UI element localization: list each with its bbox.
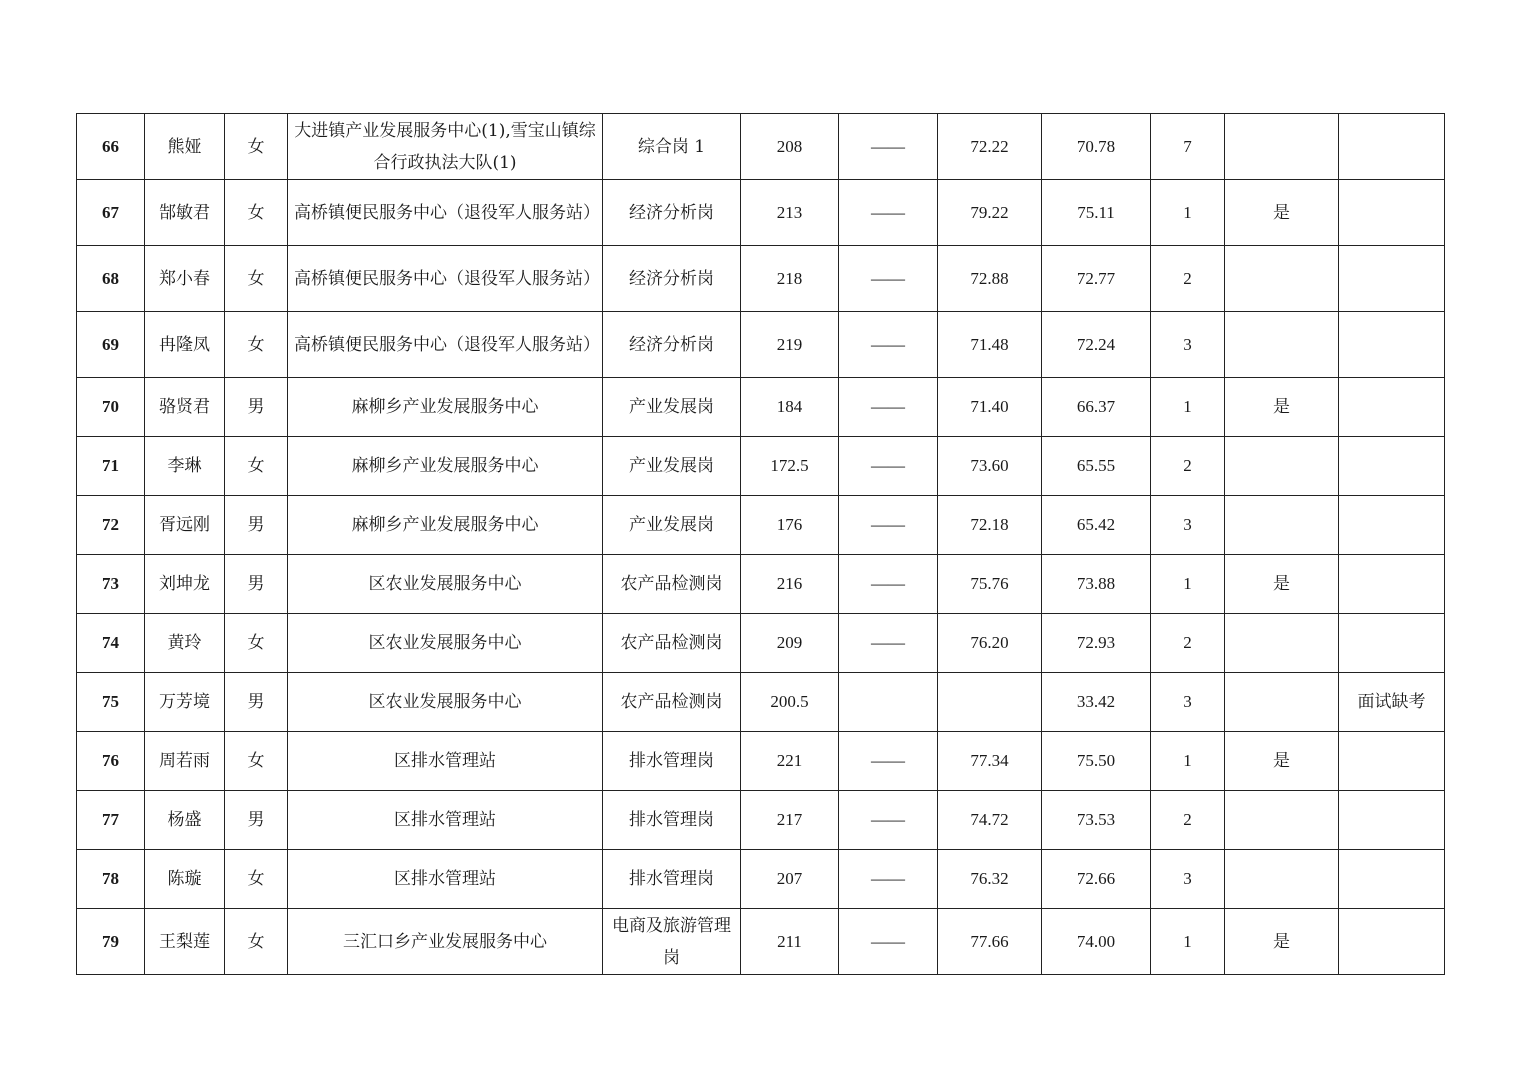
bonus-cell: ——: [839, 246, 938, 312]
interview-score: 77.66: [938, 909, 1042, 975]
row-number: 77: [77, 791, 145, 850]
unit-cell: 麻柳乡产业发展服务中心: [288, 496, 603, 555]
unit-cell: 区排水管理站: [288, 791, 603, 850]
physical-exam-cell: 是: [1225, 732, 1339, 791]
unit-cell: 麻柳乡产业发展服务中心: [288, 378, 603, 437]
rank-cell: 3: [1151, 496, 1225, 555]
remark-cell: [1339, 246, 1445, 312]
written-score: 221: [741, 732, 839, 791]
gender-cell: 女: [225, 312, 288, 378]
bonus-cell: ——: [839, 114, 938, 180]
unit-cell: 高桥镇便民服务中心（退役军人服务站）: [288, 180, 603, 246]
candidate-name: 郑小春: [145, 246, 225, 312]
table-row: [77, 496, 1445, 555]
row-number: 72: [77, 496, 145, 555]
rank-cell: 2: [1151, 614, 1225, 673]
row-number: 73: [77, 555, 145, 614]
results-table: [76, 113, 1445, 975]
post-cell: 经济分析岗: [603, 180, 741, 246]
interview-score: 73.60: [938, 437, 1042, 496]
post-cell: 农产品检测岗: [603, 614, 741, 673]
post-cell: 排水管理岗: [603, 850, 741, 909]
row-number: 68: [77, 246, 145, 312]
remark-cell: [1339, 496, 1445, 555]
rank-cell: 2: [1151, 246, 1225, 312]
unit-cell: 麻柳乡产业发展服务中心: [288, 437, 603, 496]
physical-exam-cell: [1225, 496, 1339, 555]
row-number: 67: [77, 180, 145, 246]
row-number: 79: [77, 909, 145, 975]
gender-cell: 女: [225, 246, 288, 312]
table-row: [77, 246, 1445, 312]
remark-cell: [1339, 909, 1445, 975]
post-cell: 产业发展岗: [603, 496, 741, 555]
remark-cell: [1339, 180, 1445, 246]
physical-exam-cell: [1225, 850, 1339, 909]
interview-score: 71.48: [938, 312, 1042, 378]
total-score: 73.88: [1042, 555, 1151, 614]
table-row: [77, 673, 1445, 732]
row-number: 70: [77, 378, 145, 437]
candidate-name: 李琳: [145, 437, 225, 496]
remark-cell: 面试缺考: [1339, 673, 1445, 732]
row-number: 76: [77, 732, 145, 791]
rank-cell: 1: [1151, 180, 1225, 246]
gender-cell: 男: [225, 673, 288, 732]
total-score: 70.78: [1042, 114, 1151, 180]
bonus-cell: ——: [839, 909, 938, 975]
row-number: 74: [77, 614, 145, 673]
table-row: [77, 909, 1445, 975]
table-row: [77, 180, 1445, 246]
unit-cell: 区农业发展服务中心: [288, 614, 603, 673]
written-score: 184: [741, 378, 839, 437]
total-score: 72.93: [1042, 614, 1151, 673]
total-score: 75.50: [1042, 732, 1151, 791]
rank-cell: 2: [1151, 437, 1225, 496]
physical-exam-cell: 是: [1225, 378, 1339, 437]
interview-score: 72.88: [938, 246, 1042, 312]
unit-cell: 区排水管理站: [288, 732, 603, 791]
written-score: 176: [741, 496, 839, 555]
bonus-cell: ——: [839, 496, 938, 555]
bonus-cell: ——: [839, 791, 938, 850]
remark-cell: [1339, 114, 1445, 180]
interview-score: 79.22: [938, 180, 1042, 246]
gender-cell: 女: [225, 114, 288, 180]
written-score: 219: [741, 312, 839, 378]
physical-exam-cell: [1225, 312, 1339, 378]
bonus-cell: ——: [839, 378, 938, 437]
candidate-name: 黄玲: [145, 614, 225, 673]
written-score: 207: [741, 850, 839, 909]
remark-cell: [1339, 614, 1445, 673]
interview-score: 76.32: [938, 850, 1042, 909]
unit-cell: 高桥镇便民服务中心（退役军人服务站）: [288, 312, 603, 378]
table-row: [77, 437, 1445, 496]
row-number: 69: [77, 312, 145, 378]
rank-cell: 2: [1151, 791, 1225, 850]
total-score: 65.55: [1042, 437, 1151, 496]
written-score: 209: [741, 614, 839, 673]
candidate-name: 陈璇: [145, 850, 225, 909]
post-cell: 排水管理岗: [603, 791, 741, 850]
candidate-name: 熊娅: [145, 114, 225, 180]
remark-cell: [1339, 555, 1445, 614]
table-row: [77, 850, 1445, 909]
unit-cell: 区排水管理站: [288, 850, 603, 909]
gender-cell: 男: [225, 791, 288, 850]
post-cell: 经济分析岗: [603, 312, 741, 378]
remark-cell: [1339, 732, 1445, 791]
post-cell: 产业发展岗: [603, 437, 741, 496]
gender-cell: 男: [225, 496, 288, 555]
table-row: [77, 614, 1445, 673]
bonus-cell: ——: [839, 614, 938, 673]
unit-cell: 区农业发展服务中心: [288, 673, 603, 732]
row-number: 78: [77, 850, 145, 909]
written-score: 211: [741, 909, 839, 975]
bonus-cell: [839, 673, 938, 732]
total-score: 33.42: [1042, 673, 1151, 732]
written-score: 208: [741, 114, 839, 180]
row-number: 71: [77, 437, 145, 496]
gender-cell: 女: [225, 180, 288, 246]
interview-score: 71.40: [938, 378, 1042, 437]
candidate-name: 郜敏君: [145, 180, 225, 246]
post-cell: 农产品检测岗: [603, 673, 741, 732]
gender-cell: 女: [225, 850, 288, 909]
table-row: [77, 114, 1445, 180]
gender-cell: 女: [225, 909, 288, 975]
written-score: 216: [741, 555, 839, 614]
gender-cell: 男: [225, 555, 288, 614]
candidate-name: 万芳境: [145, 673, 225, 732]
physical-exam-cell: 是: [1225, 555, 1339, 614]
table-row: [77, 791, 1445, 850]
total-score: 66.37: [1042, 378, 1151, 437]
total-score: 65.42: [1042, 496, 1151, 555]
written-score: 200.5: [741, 673, 839, 732]
bonus-cell: ——: [839, 437, 938, 496]
interview-score: 74.72: [938, 791, 1042, 850]
rank-cell: 3: [1151, 312, 1225, 378]
physical-exam-cell: 是: [1225, 180, 1339, 246]
remark-cell: [1339, 791, 1445, 850]
post-cell: 电商及旅游管理岗: [603, 909, 741, 975]
candidate-name: 杨盛: [145, 791, 225, 850]
candidate-name: 骆贤君: [145, 378, 225, 437]
bonus-cell: ——: [839, 555, 938, 614]
physical-exam-cell: 是: [1225, 909, 1339, 975]
written-score: 172.5: [741, 437, 839, 496]
written-score: 213: [741, 180, 839, 246]
rank-cell: 1: [1151, 732, 1225, 791]
total-score: 72.66: [1042, 850, 1151, 909]
rank-cell: 3: [1151, 673, 1225, 732]
interview-score: 76.20: [938, 614, 1042, 673]
total-score: 72.77: [1042, 246, 1151, 312]
interview-score: 77.34: [938, 732, 1042, 791]
unit-cell: 高桥镇便民服务中心（退役军人服务站）: [288, 246, 603, 312]
physical-exam-cell: [1225, 114, 1339, 180]
post-cell: 综合岗 1: [603, 114, 741, 180]
candidate-name: 冉隆凤: [145, 312, 225, 378]
interview-score: 72.22: [938, 114, 1042, 180]
total-score: 72.24: [1042, 312, 1151, 378]
post-cell: 经济分析岗: [603, 246, 741, 312]
physical-exam-cell: [1225, 437, 1339, 496]
candidate-name: 刘坤龙: [145, 555, 225, 614]
gender-cell: 女: [225, 437, 288, 496]
candidate-name: 胥远刚: [145, 496, 225, 555]
table-row: [77, 378, 1445, 437]
total-score: 74.00: [1042, 909, 1151, 975]
post-cell: 产业发展岗: [603, 378, 741, 437]
bonus-cell: ——: [839, 312, 938, 378]
unit-cell: 三汇口乡产业发展服务中心: [288, 909, 603, 975]
rank-cell: 1: [1151, 378, 1225, 437]
physical-exam-cell: [1225, 614, 1339, 673]
rank-cell: 7: [1151, 114, 1225, 180]
bonus-cell: ——: [839, 180, 938, 246]
physical-exam-cell: [1225, 791, 1339, 850]
unit-cell: 区农业发展服务中心: [288, 555, 603, 614]
rank-cell: 1: [1151, 555, 1225, 614]
gender-cell: 女: [225, 732, 288, 791]
interview-score: 75.76: [938, 555, 1042, 614]
table-row: [77, 312, 1445, 378]
remark-cell: [1339, 378, 1445, 437]
written-score: 217: [741, 791, 839, 850]
interview-score: [938, 673, 1042, 732]
row-number: 75: [77, 673, 145, 732]
gender-cell: 女: [225, 614, 288, 673]
rank-cell: 1: [1151, 909, 1225, 975]
post-cell: 农产品检测岗: [603, 555, 741, 614]
candidate-name: 周若雨: [145, 732, 225, 791]
interview-score: 72.18: [938, 496, 1042, 555]
remark-cell: [1339, 312, 1445, 378]
unit-cell: 大进镇产业发展服务中心(1),雪宝山镇综合行政执法大队(1): [288, 114, 603, 180]
row-number: 66: [77, 114, 145, 180]
remark-cell: [1339, 850, 1445, 909]
physical-exam-cell: [1225, 246, 1339, 312]
bonus-cell: ——: [839, 850, 938, 909]
table-row: [77, 555, 1445, 614]
total-score: 73.53: [1042, 791, 1151, 850]
remark-cell: [1339, 437, 1445, 496]
candidate-name: 王梨莲: [145, 909, 225, 975]
gender-cell: 男: [225, 378, 288, 437]
bonus-cell: ——: [839, 732, 938, 791]
total-score: 75.11: [1042, 180, 1151, 246]
post-cell: 排水管理岗: [603, 732, 741, 791]
table-row: [77, 732, 1445, 791]
physical-exam-cell: [1225, 673, 1339, 732]
rank-cell: 3: [1151, 850, 1225, 909]
written-score: 218: [741, 246, 839, 312]
